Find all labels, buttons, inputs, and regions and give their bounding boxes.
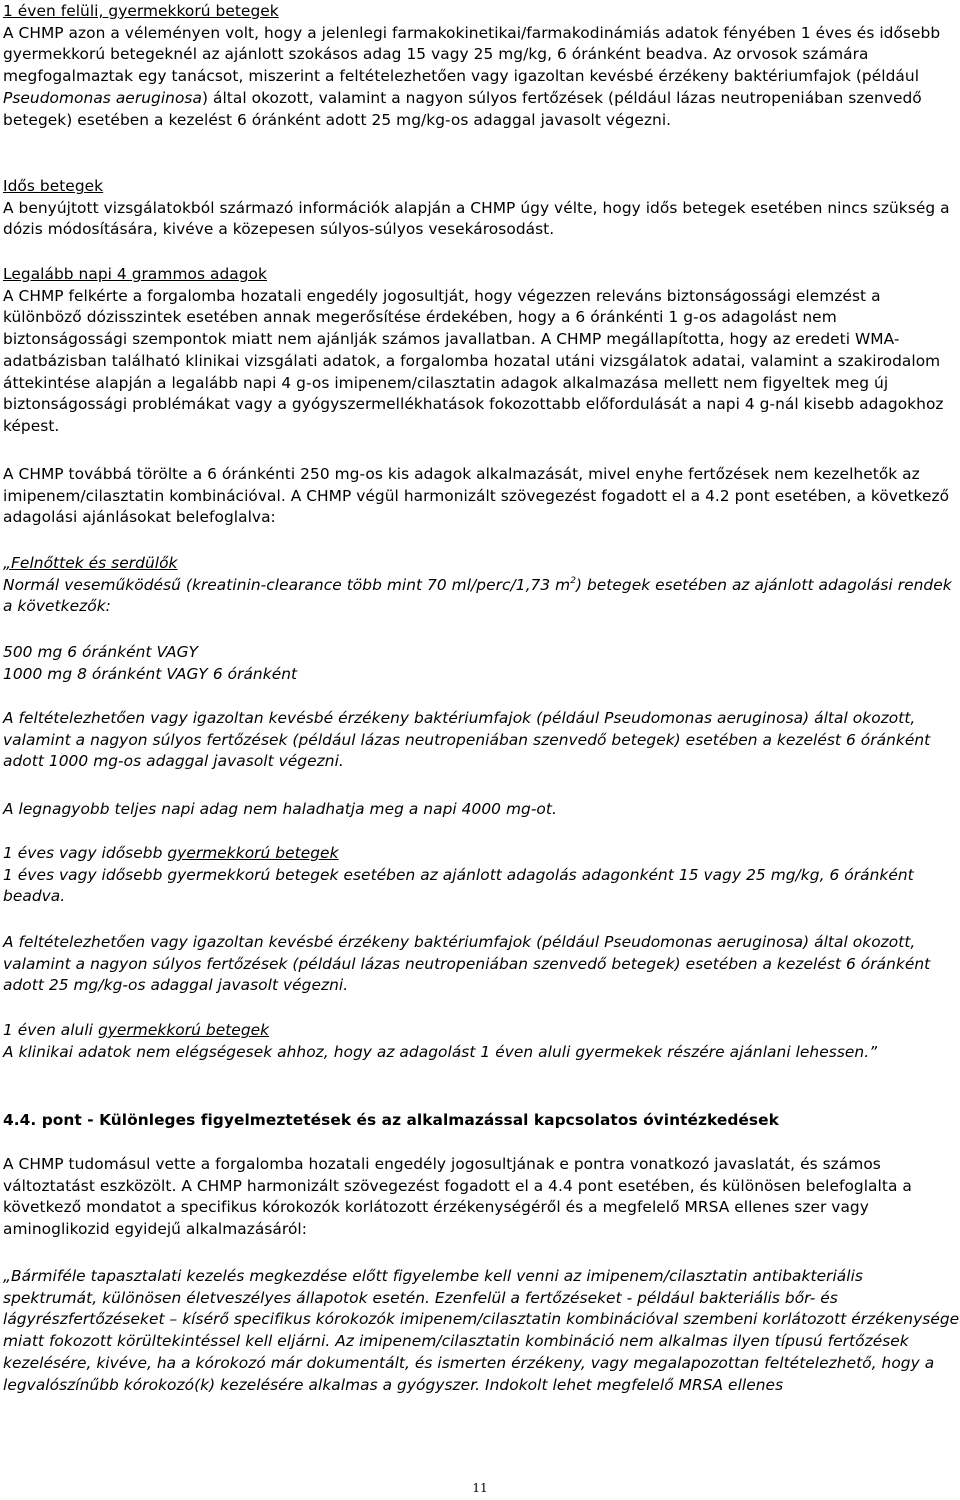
heading-infants: 1 éven aluli gyermekkorú betegek (3, 1021, 270, 1039)
heading-elderly: Idős betegek (3, 177, 104, 195)
paragraph-250mg: A CHMP továbbá törölte a 6 óránkénti 250 mg-os kis adagok alkalmazását, mivel enyhe fertőzések nem kezelhetők az imipenem/cilasztatin kombinációval. A CHMP végül harmonizált szövegezést fogadott el a 4.2 pont esetében, a következő adagolási ajánlásokat belefoglalva: (3, 465, 950, 527)
dose-option-1: 500 mg 6 óránként VAGY (3, 643, 199, 661)
heading-adults: „Felnőttek és serdülők (3, 554, 178, 572)
quote-infants (3, 1020, 960, 1063)
paragraph-max-dose: A legnagyobb teljes napi adag nem haladhatja meg a napi 4000 mg-ot. (3, 800, 557, 818)
heading-children-over-1: 1 éven felüli, gyermekkorú betegek (3, 2, 279, 20)
dose-option-2: 1000 mg 8 óránként VAGY 6 óránként (3, 664, 298, 683)
paragraph-normal-renal: Normál veseműködésű (kreatinin-clearance több mint 70 ml/perc/1,73 $m^2$) betegek esetében az ajánlott adagolási rendek a következők: (3, 575, 952, 616)
quote-adults (3, 553, 960, 618)
heading-children-over-1-dosing: 1 éves vagy idősebb gyermekkorú betegek (3, 844, 339, 862)
section-elderly (3, 176, 960, 241)
paragraph-children-dosing: 1 éves vagy idősebb gyermekkorú betegek esetében az ajánlott adagolás adagonként 15 vagy 25 mg/kg, 6 óránként beadva. (3, 865, 914, 906)
paragraph-children-less-sensitive: A feltételezhetően vagy igazoltan kevésbé érzékeny baktériumfajok (például Pseudomonas aeruginosa) által okozott, valamint a nagyon súlyos fertőzések (például lázas neutropeniában szenvedő betegek) esetében a kezelést 6 óránként adott 25 mg/kg-os adaggal javasolt végezni. (3, 933, 931, 995)
section-4g-doses (3, 264, 960, 438)
section-44-text: A CHMP tudomásul vette a forgalomba hozatali engedély jogosultjának e pontra vonatkozó javaslatát, és számos változtatást eszközölt. A CHMP harmonizált szövegezést fogadott el a 4.4 pont esetében, és különösen belefoglalta a következő mondatot a specifikus kórokozók korlátozott érzékenységéről és a megfelelő MRSA ellenes szer vagy aminoglikozid egyidejű alkalmazásáról: (3, 1155, 912, 1239)
paragraph-children-over-1: A CHMP azon a véleményen volt, hogy a jelenlegi farmakokinetikai/farmakodinámiás adatok fényében 1 éves és idősebb gyermekkorú betegeknél az ajánlott szokásos adag 15 vagy 25 mg/kg, 6 óránként beadva. Az orvosok számára megfogalmaztak egy tanácsot, miszerint a feltételezhetően vagy igazoltan kevésbé érzékeny baktériumfajok (például Pseudomonas aeruginosa) által okozott, valamint a nagyon súlyos fertőzések (például lázas neutropeniában szenvedő betegek) esetében a kezelést 6 óránként adott 25 mg/kg-os adaggal javasolt végezni. (3, 23, 941, 129)
section-250mg (3, 464, 960, 529)
paragraph-infants: A klinikai adatok nem elégségesek ahhoz, hogy az adagolást 1 éven aluli gyermekek részére ajánlani lehessen.” (3, 1042, 878, 1061)
section-44-heading: 4.4. pont - Különleges figyelmeztetések és az alkalmazással kapcsolatos óvintézkedések (3, 1111, 779, 1129)
page-number: 11 (472, 1481, 488, 1495)
dose-list (3, 642, 960, 685)
heading-4g-doses: Legalább napi 4 grammos adagok (3, 265, 267, 283)
quote-children-over-1 (3, 843, 960, 908)
paragraph-adults-less-sensitive: A feltételezhetően vagy igazoltan kevésbé érzékeny baktériumfajok (például Pseudomonas aeruginosa) által okozott, valamint a nagyon súlyos fertőzések (például lázas neutropeniában szenvedő betegek) esetében a kezelést 6 óránként adott 1000 mg-os adaggal javasolt végezni. (3, 709, 931, 771)
section-44-quote: „Bármiféle tapasztalati kezelés megkezdése előtt figyelembe kell venni az imipenem/cilasztatin antibakteriális spektrumát, különösen életveszélyes állapotok esetén. Ezenfelül a fertőzéseket - például bakteriális bőr- és lágyrészfertőzéseket – kísérő specifikus kórokozók imipenem/cilasztatin kombinációval szembeni korlátozott érzékenysége miatt fokozott körültekintéssel kell eljárni. Az imipenem/cilasztatin kombináció nem alkalmas ilyen típusú fertőzések kezelésére, kivéve, ha a kórokozó már dokumentált, és ismerten érzékeny, vagy megalapozottan feltételezhető, hogy a legvalószínűbb kórokozó(k) kezelésére alkalmas a gyógyszer. Indokolt lehet megfelelő MRSA ellenes (3, 1267, 960, 1394)
paragraph-4g-doses: A CHMP felkérte a forgalomba hozatali engedély jogosultját, hogy végezzen releváns biztonságossági elemzést a különböző dózisszintek esetében annak megerősítése érdekében, hogy a 6 óránkénti 1 g-os adagolást nem biztonságossági szempontok miatt nem ajánlják számos javallatban. A CHMP megállapította, hogy az eredeti WMA-adatbázisban található klinikai vizsgálati adatok, a forgalomba hozatal utáni vizsgálatok adatai, valamint a szakirodalom áttekintése alapján a legalább napi 4 g-os imipenem/cilasztatin adagok alkalmazása mellett nem figyeltek meg új biztonságossági problémákat vagy a gyógyszermellékhatások fokozottabb előfordulását a napi 4 g-nál kisebb adagokhoz képest. (3, 286, 944, 435)
section-children-over-1 (3, 1, 960, 131)
paragraph-elderly: A benyújtott vizsgálatokból származó információk alapján a CHMP úgy vélte, hogy idős betegek esetében nincs szükség a dózis módosítására, kivéve a közepesen súlyos-súlyos vesekárosodást. (3, 198, 950, 239)
